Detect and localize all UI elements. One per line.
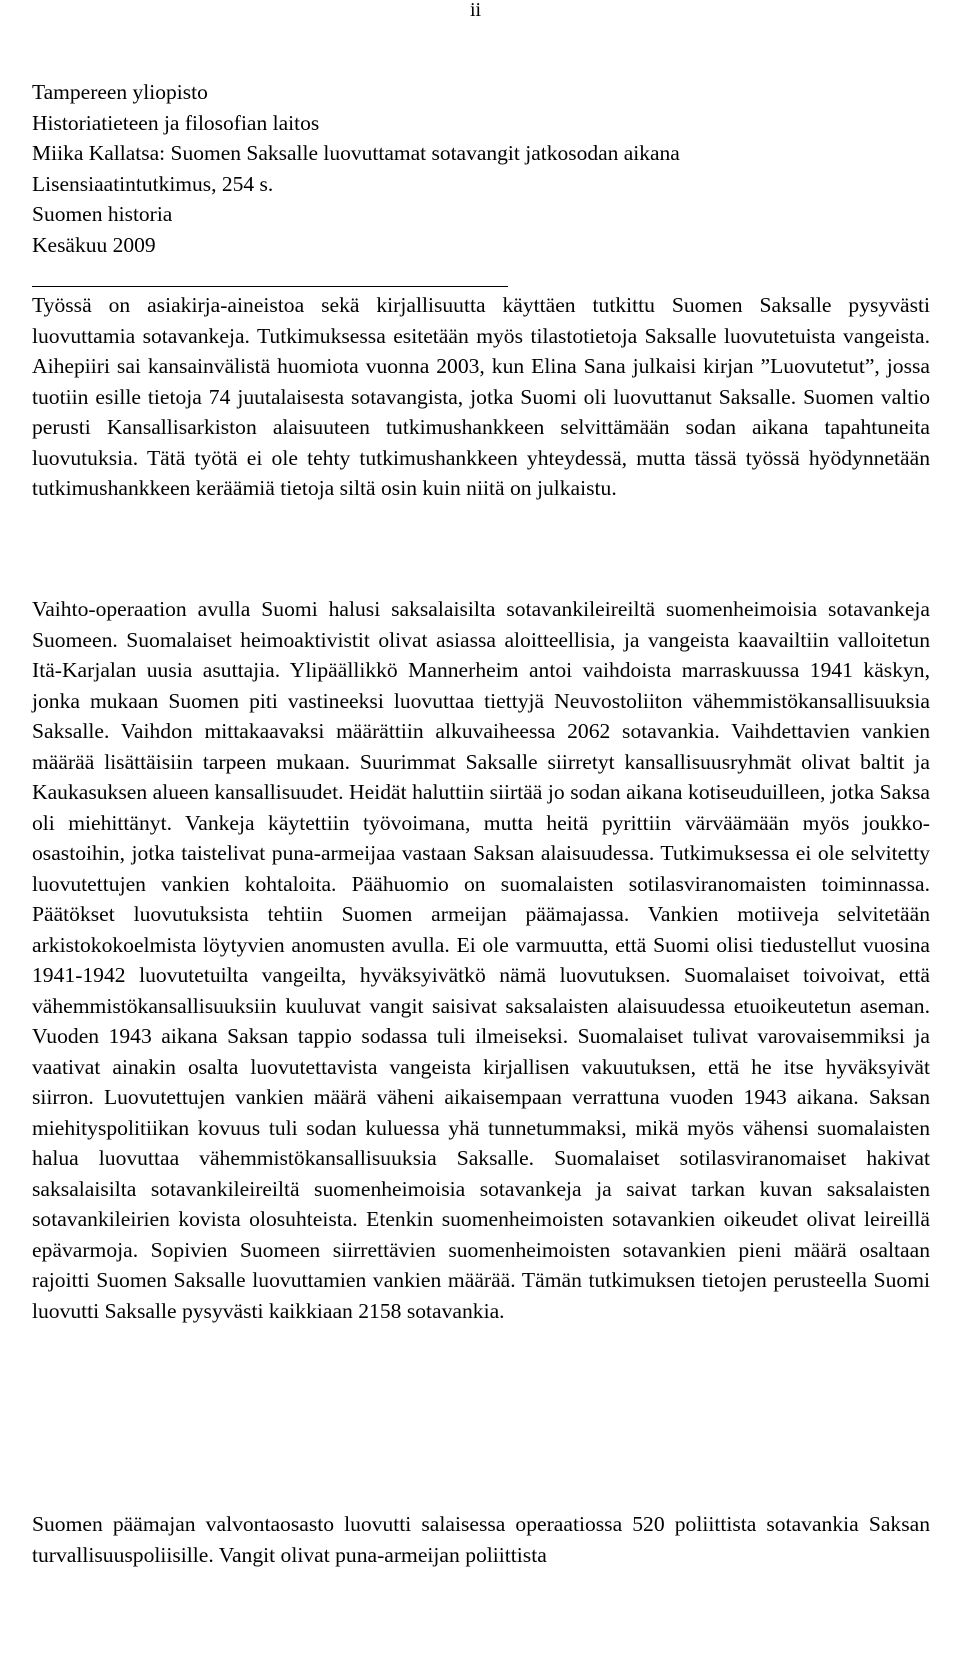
horizontal-rule (32, 286, 508, 287)
subject: Suomen historia (32, 202, 173, 226)
department-name: Historiatieteen ja filosofian laitos (32, 110, 320, 135)
paragraph: Vaihto-operaation avulla Suomi halusi saksalaisilta sotavankileireiltä suomenheimoisia sotavankeja Suomeen. Suomalaiset heimoaktivistit olivat asiassa aloitteellisia, ja vangeista kaavailtiin valloitetun Itä-Karjalan uusia asuttajia. Ylipäällikkö Mannerheim antoi vaihdoista marraskuussa 1941 käskyn, jonka mukaan Suomen piti vastineeksi luovuttaa tiettyjä Neuvostoliiton vähemmistökansallisuuksia Saksalle. Vaihdon mittakaavaksi määrättiin alkuvaiheessa 2062 sotavankia. Vaihdettavien vankien määrää lisättäisiin tarpeen mukaan. Suurimmat Saksalle siirretyt kansallisuusryhmät olivat baltit ja Kaukasuksen alueen kansallisuudet. Heidät haluttiin siirtää jo sodan aikana kotiseuduilleen, jotka Saksa oli miehittänyt. Vankeja käytettiin työvoimana, mutta heitä pyrittiin värväämään myös joukko-osastoihin, jotka taistelivat puna-armeijaa vastaan Saksan alaisuudessa. Tutkimuksessa ei ole selvitetty luovutettujen vankien kohtaloita. Päähuomio on suomalaisten sotilasviranomaisten toiminnassa. Päätökset luovutuksista tehtiin Suomen armeijan päämajassa. Vankien motiiveja selvitetään arkistokokoelmista löytyvien anomusten avulla. Ei ole varmuutta, että Suomi olisi tiedustellut vuosina 1941-1942 luovutetuilta vangeilta, hyväksyivätkö nämä luovutuksen. Suomalaiset toivoivat, että vähemmistökansallisuuksiin kuuluvat vangit saisivat saksalaisten alaisuudessa etuoikeutetun aseman. Vuoden 1943 aikana Saksan tappio sodassa tuli ilmeiseksi. Suomalaiset tulivat varovaisemmiksi ja vaativat ainakin osalta luovutettavista vangeista kirjallisen vakuutuksen, että he itse hyväksyivät siirron. Luovutettujen vankien määrä väheni aikaisempaan verrattuna vuoden 1943 aikana. Saksan miehityspolitiikan kovuus tuli sodan kuluessa yhä tunnetummaksi, mikä myös vähensi suomalaisten halua luovuttaa vähemmistökansallisuuksia Saksalle. Suomalaiset sotilasviranomaiset hakivat saksalaisilta sotavankileireiltä suomenheimoisia sotavankeja ja saivat tarkan kuvan saksalaisten sotavankileirien kovista olosuhteista. Etenkin suomenheimoisten sotavankien oikeudet olivat leireillä epävarmoja. Sopivien Suomeen siirrettävien suomenheimoisten sotavankien pieni määrä osaltaan rajoitti Suomen Saksalle luovuttamien vankien määrää. Tämän tutkimuksen tietojen perusteella Suomi luovutti Saksalle pysyvästi kaikkiaan 2158 sotavankia. (32, 597, 930, 1323)
abstract-body-paragraph-3 (32, 1509, 930, 1570)
thesis-type-and-pages: Lisensiaatintutkimus, 254 s. (32, 171, 274, 196)
abstract-header (32, 77, 932, 260)
paragraph: Työssä on asiakirja-aineistoa sekä kirjallisuutta käyttäen tutkittu Suomen Saksalle pysyvästi luovuttamia sotavankeja. Tutkimuksessa esitetään myös tilastotietoja Saksalle luovutetuista vangeista. Aihepiiri sai kansainvälistä huomiota vuonna 2003, kun Elina Sana julkaisi kirjan ”Luovutetut”, jossa tuotiin esille tietoja 74 juutalaisesta sotavangista, jotka Suomi oli luovuttanut Saksalle. Suomen valtio perusti Kansallisarkiston alaisuuteen tutkimushankkeen selvittämään sodan aikana tapahtuneita luovutuksia. Tätä työtä ei ole tehty tutkimushankkeen yhteydessä, mutta tässä työssä hyödynnetään tutkimushankkeen keräämiä tietoja siltä osin kuin niitä on julkaistu. (32, 293, 930, 500)
date: Kesäkuu 2009 (32, 232, 156, 257)
page-number: ii (470, 0, 482, 21)
abstract-body-paragraph-1 (32, 290, 930, 504)
abstract-body-paragraph-2 (32, 594, 930, 1326)
paragraph: Suomen päämajan valvontaosasto luovutti salaisessa operaatiossa 520 poliittista sotavankia Saksan turvallisuuspoliisille. Vangit olivat puna-armeijan poliittista (32, 1512, 930, 1567)
author-and-title: Miika Kallatsa: Suomen Saksalle luovuttamat sotavangit jatkosodan aikana (32, 141, 680, 165)
university-name: Tampereen yliopisto (32, 80, 208, 104)
